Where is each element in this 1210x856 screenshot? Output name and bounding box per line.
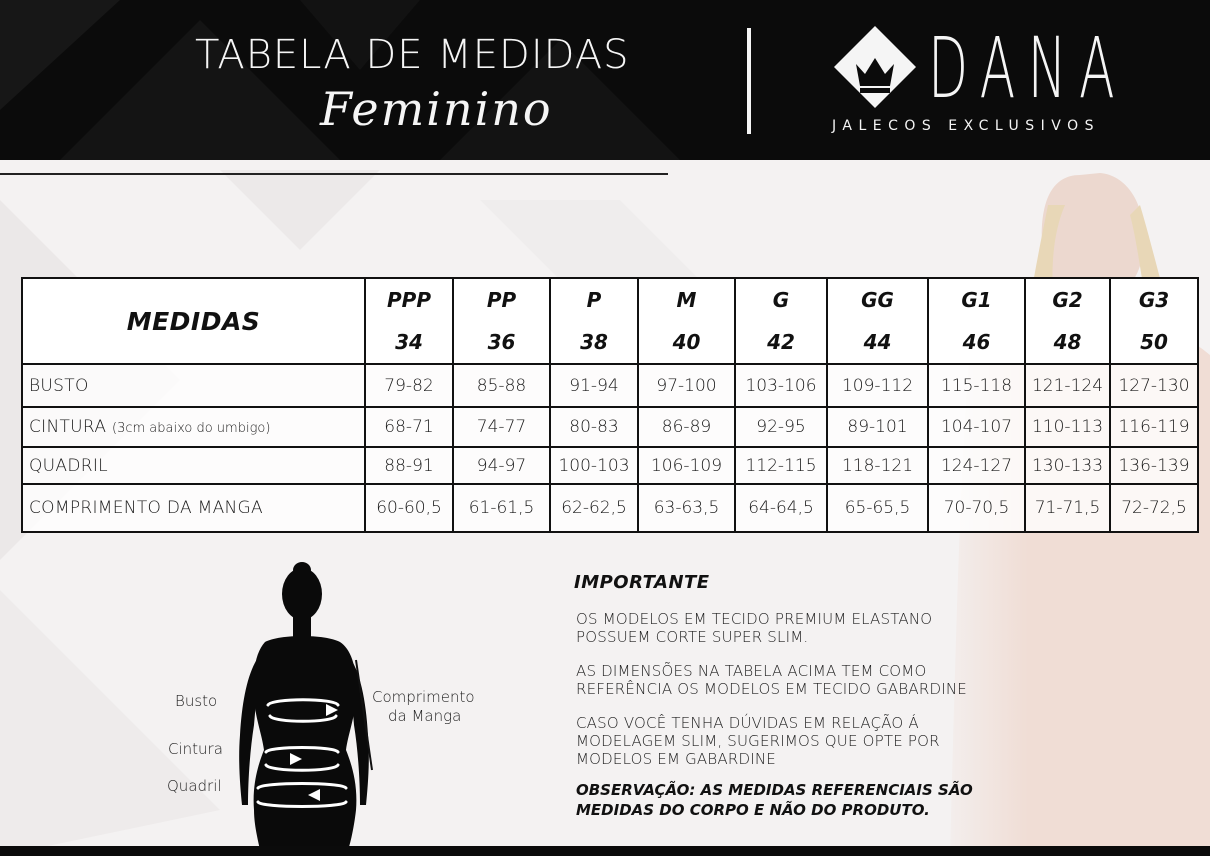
size-number: 40 [672, 330, 701, 354]
size-chart-table [21, 277, 1199, 533]
table-cell: 136-139 [1110, 447, 1198, 484]
size-header-g [735, 278, 827, 364]
table-cell: 68-71 [365, 407, 453, 447]
footer-bar [0, 846, 1210, 856]
table-cell: 110-113 [1025, 407, 1110, 447]
observation-note [576, 780, 1006, 820]
table-cell: 72-72,5 [1110, 484, 1198, 532]
cintura-label: Cintura [168, 740, 223, 758]
note-doubts [576, 714, 996, 768]
table-cell: 118-121 [827, 447, 928, 484]
table-cell: 65-65,5 [827, 484, 928, 532]
table-cell: 88-91 [365, 447, 453, 484]
crown-diamond-logo-icon [832, 24, 918, 110]
quadril-label: Quadril [167, 777, 222, 795]
header-underline [0, 173, 668, 175]
size-label: P [586, 288, 602, 312]
table-cell: 64-64,5 [735, 484, 827, 532]
table-header-row [22, 278, 1198, 364]
table-cell: 121-124 [1025, 364, 1110, 407]
row-label-cell [22, 407, 365, 447]
size-number: 44 [863, 330, 892, 354]
table-cell: 100-103 [550, 447, 638, 484]
size-label: GG [861, 288, 894, 312]
row-label: QUADRIL [22, 447, 365, 484]
row-label: CINTURA [29, 417, 107, 437]
table-cell: 104-107 [928, 407, 1025, 447]
row-label-note: (3cm abaixo do umbigo) [112, 421, 271, 436]
size-label: G1 [961, 288, 992, 312]
table-cell: 106-109 [638, 447, 735, 484]
table-cell: 85-88 [453, 364, 550, 407]
note-line: MODELOS EM GABARDINE [576, 750, 776, 768]
manga-label-line1: Comprimento [372, 688, 475, 706]
manga-label-line2: da Manga [388, 707, 462, 725]
size-header-g2 [1025, 278, 1110, 364]
size-header-gg [827, 278, 928, 364]
table-cell: 97-100 [638, 364, 735, 407]
observation-line: OBSERVAÇÃO: AS MEDIDAS REFERENCIAIS SÃO [576, 781, 973, 799]
table-cell: 103-106 [735, 364, 827, 407]
brand-name: DANA [928, 19, 1128, 117]
table-cell: 112-115 [735, 447, 827, 484]
page-title: TABELA DE MEDIDAS [195, 32, 630, 78]
table-cell: 124-127 [928, 447, 1025, 484]
header-divider [747, 28, 751, 134]
table-cell: 86-89 [638, 407, 735, 447]
table-cell: 70-70,5 [928, 484, 1025, 532]
table-cell: 127-130 [1110, 364, 1198, 407]
size-number: 48 [1053, 330, 1082, 354]
size-number: 38 [580, 330, 608, 354]
table-cell: 74-77 [453, 407, 550, 447]
note-premium [576, 610, 996, 646]
size-label: G [772, 288, 790, 312]
table-cell: 60-60,5 [365, 484, 453, 532]
row-label: BUSTO [22, 364, 365, 407]
table-cell: 79-82 [365, 364, 453, 407]
table-cell: 116-119 [1110, 407, 1198, 447]
size-label: G3 [1138, 288, 1170, 312]
note-line: OS MODELOS EM TECIDO PREMIUM ELASTANO [576, 610, 933, 628]
table-cell: 94-97 [453, 447, 550, 484]
table-cell: 71-71,5 [1025, 484, 1110, 532]
size-number: 50 [1140, 330, 1168, 354]
table-cell: 61-61,5 [453, 484, 550, 532]
size-label: G2 [1052, 288, 1083, 312]
important-title: IMPORTANTE [574, 572, 710, 593]
header-geometric-decoration [0, 0, 760, 160]
size-header-p [550, 278, 638, 364]
table-cell: 80-83 [550, 407, 638, 447]
observation-line: MEDIDAS DO CORPO E NÃO DO PRODUTO. [576, 801, 930, 819]
note-line: POSSUEM CORTE SUPER SLIM. [576, 628, 809, 646]
table-cell: 91-94 [550, 364, 638, 407]
size-header-pp [453, 278, 550, 364]
measures-header: MEDIDAS [22, 278, 365, 364]
busto-label: Busto [175, 692, 218, 710]
table-row-cintura [22, 407, 1198, 447]
table-cell: 92-95 [735, 407, 827, 447]
header-banner [0, 0, 1210, 160]
size-header-ppp [365, 278, 453, 364]
table-cell: 89-101 [827, 407, 928, 447]
row-label: COMPRIMENTO DA MANGA [22, 484, 365, 532]
size-number: 42 [767, 330, 795, 354]
table-row-busto [22, 364, 1198, 407]
table-cell: 63-63,5 [638, 484, 735, 532]
note-line: AS DIMENSÕES NA TABELA ACIMA TEM COMO [576, 662, 927, 680]
size-number: 34 [395, 330, 423, 354]
size-header-m [638, 278, 735, 364]
size-label: PPP [387, 288, 431, 312]
table-cell: 130-133 [1025, 447, 1110, 484]
size-number: 36 [487, 330, 516, 354]
note-line: MODELAGEM SLIM, SUGERIMOS QUE OPTE POR [576, 732, 940, 750]
table-cell: 115-118 [928, 364, 1025, 407]
size-number: 46 [962, 330, 991, 354]
size-header-g3 [1110, 278, 1198, 364]
note-dimensions [576, 662, 996, 698]
table-row-comprimento-manga [22, 484, 1198, 532]
brand-tagline: JALECOS EXCLUSIVOS [832, 118, 1101, 134]
size-header-g1 [928, 278, 1025, 364]
note-line: CASO VOCÊ TENHA DÚVIDAS EM RELAÇÃO Á [576, 714, 919, 732]
table-cell: 109-112 [827, 364, 928, 407]
size-label: M [676, 288, 697, 312]
page-subtitle: Feminino [320, 82, 553, 136]
note-line: REFERÊNCIA OS MODELOS EM TECIDO GABARDINE [576, 680, 967, 698]
body-silhouette-icon [230, 560, 380, 850]
table-row-quadril [22, 447, 1198, 484]
table-cell: 62-62,5 [550, 484, 638, 532]
size-label: PP [486, 288, 517, 312]
